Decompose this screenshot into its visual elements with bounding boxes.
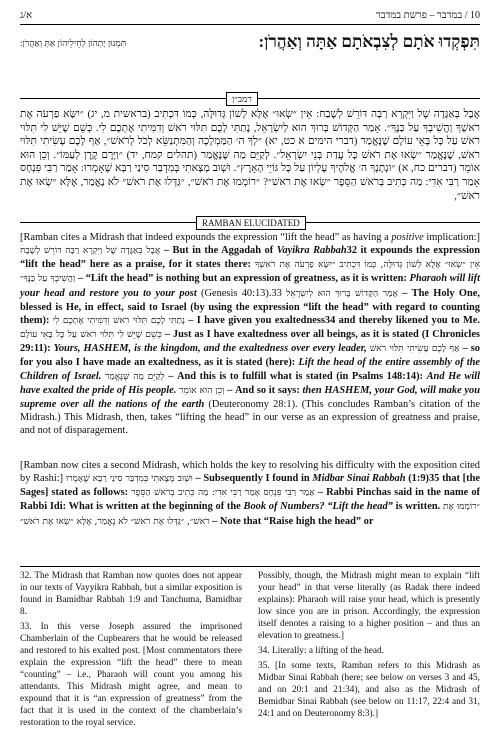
- elucidated-label: RAMBAN ELUCIDATED: [196, 216, 306, 230]
- verse-line: [20, 32, 480, 60]
- hebrew-snippet: נָתַתִּי לָכֶם תִּלּוּי רֹאשׁ וְדִמִּיתִי אֶתְכֶם לִי: [52, 315, 185, 326]
- hebrew-snippet: ״רוֹמְמוּ אֶת רֹאשׁ״, ״גַּדְּלוּ אֶת רֹאשׁ״ לֹא נֶאֱמַר, אֶלָּא ״שְׂאוּ אֶת רֹאשׁ״: [20, 502, 480, 527]
- hebrew-snippet: אַף לָכֶם עָשִׂיתִי תִּלּוּי רֹאשׁ: [369, 344, 460, 355]
- hebrew-snippet: אָמַר הַקָּדוֹשׁ בָּרוּךְ הוּא לְיִשְׂרָאֵל: [286, 288, 398, 299]
- elucidation-paragraph-2: [Ramban now cites a second Midrash, which holds the key to resolving his difficulty with the exposition cited by Rashi:] וּשְׁוּב מָצָאתִי בְּמִדְבַּר סִינַי רַבָּא שֶׁאָמְרוּ – Subsequently I found in Midbar Sinai Rabbah (1:9)35 that [the Sages] stated as follows: אָמַר רַבִּי פִּנְחָס אָמַר רַבִּי אִדִי: מַה כְּתִיב בְּרֹאשׁ הַסֵּפֶר – Rabbi Pinchas said in the name of Rabbi Idi: What is written at the beginning of the Book of Numbers? “Lift the head” is written. ״רוֹמְמוּ אֶת רֹאשׁ״, ״גַּדְּלוּ אֶת רֹאשׁ״ לֹא נֶאֱמַר, אֶלָּא ״שְׂאוּ אֶת רֹאשׁ״ – Note that “Raise high the head” or: [20, 460, 480, 527]
- footnote: 33. In this verse Joseph assured the imprisoned Chamberlain of the Cupbearers that he would be released and restored to his exalted post. [Most commentators there explain the expression “lift the head” there to mean “counting” – i.e., Pharaoh will count you among his attendants. This Midrash might agree, and mean to expound that it is “an expression of greatness” from the fact that it is used in the context of the chamberlain’s restoration to the royal service.: [20, 622, 242, 728]
- ramban-label: רמב״ן: [226, 92, 258, 106]
- elucidation-paragraph-1: [Ramban cites a Midrash that indeed expounds the expression “lift the head” as having a positive implication:] אֲבָל בְּאַגָּדָה שֶׁל וַיִּקְרָא רַבָּה דּוֹרֵשׁ לְשֶׁבַח – But in the Aggadah of Vayikra Rabbah32 it expounds the expression “lift the head” here as a praise, for it states there: אֵין ״שְׂאוּ״ אֶלָּא לְשׁוֹן גְּדוּלָּה, כְּמוֹ דִּכְתִיב ״יִשָּׂא פַרְעֹה אֶת רֹאשְׁךָ וַהֲשִׁיבְךָ עַל כַּנֶּךָ״ – “Lift the head” is nothing but an expression of greatness, as it is written: Pharaoh will lift your head and restore you to your post (Genesis 40:13).33 אָמַר הַקָּדוֹשׁ בָּרוּךְ הוּא לְיִשְׂרָאֵל – The Holy One, blessed is He, in effect, said to Israel (by using the expression “lift the head” with regard to counting them): נָתַתִּי לָכֶם תִּלּוּי רֹאשׁ וְדִמִּיתִי אֶתְכֶם לִי – I have given you exaltedness34 and thereby likened you to Me. כְּשֵׁם שֶׁיֵּשׁ לִי תִּלּוּי רֹאשׁ עַל כָּל בָּאֵי עוֹלָם – Just as I have exaltedness over all beings, as it is stated (I Chronicles 29:11): Yours, HASHEM, is the kingdom, and the exaltedness over every leader, אַף לָכֶם עָשִׂיתִי תִּלּוּי רֹאשׁ – so for you also I have made an exaltedness, as it is stated (here): Lift the head of the entire assembly of the Children of Israel. לְקַיֵּם מַה שֶּׁנֶּאֱמַר – And this is to fulfill what is stated (in Psalms 148:14): And He will have exalted the pride of His people. וְכֵן הוּא אוֹמֵר – And so it says: then HASHEM, your God, will make you supreme over all the nations of the earth (Deuteronomy 28:1). (This concludes Ramban’s citation of the Midrash.) This Midrash, then, takes “lifting the head” in our verse as an expression of greatness and praise, and not of disparagement.: [20, 232, 480, 437]
- hebrew-snippet: כְּשֵׁם שֶׁיֵּשׁ לִי תִּלּוּי רֹאשׁ עַל כָּל בָּאֵי עוֹלָם: [20, 330, 162, 341]
- hebrew-snippet: אָמַר רַבִּי פִּנְחָס אָמַר רַבִּי אִדִי: מַה כְּתִיב בְּרֹאשׁ הַסֵּפֶר: [131, 488, 315, 499]
- hebrew-snippet: אֲבָל בְּאַגָּדָה שֶׁל וַיִּקְרָא רַבָּה דּוֹרֵשׁ לְשֶׁבַח: [20, 246, 161, 257]
- page-marker: א/ג: [20, 10, 33, 21]
- verse-text: תִּפְקְדוּ אֹתָם לְצִבְאֹתָם אַתָּה וְאַהֲרֹן:: [258, 32, 480, 51]
- footnote: 35. [In some texts, Ramban refers to this Midrash as Midbar Sinai Rabbah (here; see below on verses 3 and 45, and on 20:1 and 21:34), and also as the Midrash of Bemidbar Sinai Rabbah (see below on 11:17, 22:4 and 31, 24:1 and on Deuteronomy 8:3).]: [258, 661, 480, 719]
- ramban-hebrew-text: אֲבָל בְּאַגָּדָה שֶׁל וַיִּקְרָא רַבָּה דּוֹרֵשׁ לְשֶׁבַח: אֵין ״שְׂאוּ״ אֶלָּא לְשׁוֹן גְּדוּלָּה, כְּמוֹ דִּכְתִיב (בראשית מ, יג) ״יִשָּׂא פַרְעֹה אֶת רֹאשְׁךָ וַהֲשִׁיבְךָ עַל כַּנֶּךָ״. אָמַר הַקָּדוֹשׁ בָּרוּךְ הוּא לְיִשְׂרָאֵל, נָתַתִּי לָכֶם תִּלּוּי רֹאשׁ וְדִמִּיתִי אֶתְכֶם לִי. כְּשֵׁם שֶׁיֵּשׁ לִי תִּלּוּי רֹאשׁ עַל כָּל בָּאֵי עוֹלָם שֶׁנֶּאֱמַר (דברי הימים א כט, יא) ״לְךָ ה׳ הַמַּמְלָכָה וְהַמִּתְנַשֵּׂא לְכֹל לְרֹאשׁ״, אַף לָכֶם עָשִׂיתִי תִּלּוּי רֹאשׁ, שֶׁנֶּאֱמַר ״שְׂאוּ אֶת רֹאשׁ כָּל עֲדַת בְּנֵי יִשְׂרָאֵל״. לְקַיֵּם מַה שֶּׁנֶּאֱמַר (תהלים קמח, יד) ״וַיָּרֶם קֶרֶן לְעַמּוֹ״. וְכֵן הוּא אוֹמֵר (דברים כח, א) ״וּנְתָנְךָ ה׳ אֱלֹהֶיךָ עֶלְיוֹן עַל כָּל גּוֹיֵי הָאָרֶץ״. וּשְׁוּב מָצָאתִי בְּמִדְבַּר סִינַי רַבָּא שֶׁאָמְרוּ: אָמַר רַבִּי פִּנְחָס אָמַר רַבִּי אִדִי: מַה כְּתִיב בְּרֹאשׁ הַסֵּפֶר ״שְׂאוּ אֶת רֹאשׁ״? ״רוֹמְמוּ אֶת רֹאשׁ״, ״גַּדְּלוּ אֶת רֹאשׁ״ לֹא נֶאֱמַר, אֶלָּא ״שְׂאוּ אֶת רֹאשׁ״,: [20, 109, 480, 202]
- hebrew-snippet: אֵין ״שְׂאוּ״ אֶלָּא לְשׁוֹן גְּדוּלָּה, כְּמוֹ דִּכְתִיב: [339, 260, 480, 271]
- running-header: [20, 8, 480, 24]
- hebrew-snippet: לְקַיֵּם מַה שֶּׁנֶּאֱמַר: [104, 371, 165, 382]
- hebrew-snippet: וְכֵן הוּא אוֹמֵר: [179, 385, 225, 396]
- footnote: 32. The Midrash that Ramban now quotes does not appear in our texts of Vayyikra Rabbah, but a similar exposition is found in Bamidbar Rabbah 1:9 and Tanchuma, Bamidbar 8.: [20, 571, 242, 617]
- footnotes-right: [258, 570, 480, 723]
- hebrew-snippet: ״יִשָּׂא פַרְעֹה אֶת רֹאשְׁךָ וַהֲשִׁיבְךָ עַל כַּנֶּךָ״: [20, 260, 336, 285]
- footnote: Possibly, though, the Midrash might mean to explain “lift your head” in that verse literally (as Radak there indeed explains): Pharaoh will raise your head, which is presently low since you are in prison. Accordingly, the expression itself denotes a raising to a higher position – and thus an elevation to greatness.]: [258, 571, 480, 641]
- footnote: 34. Literally: a lifting of the head.: [258, 646, 384, 656]
- running-head: 10 / במדבר – פרשת במדבר: [375, 10, 480, 21]
- footnotes-left: [20, 570, 242, 732]
- header-rule: [20, 24, 480, 25]
- footnote-rule: [20, 566, 480, 567]
- targum-text: תִּמְנוּן יָתְהוֹן לְחֵילֵיהוֹן אַתְּ וְאַהֲרֹן:: [20, 38, 127, 48]
- hebrew-snippet: וּשְׁוּב מָצָאתִי בְּמִדְבַּר סִינַי רַבָּא שֶׁאָמְרוּ: [65, 474, 193, 485]
